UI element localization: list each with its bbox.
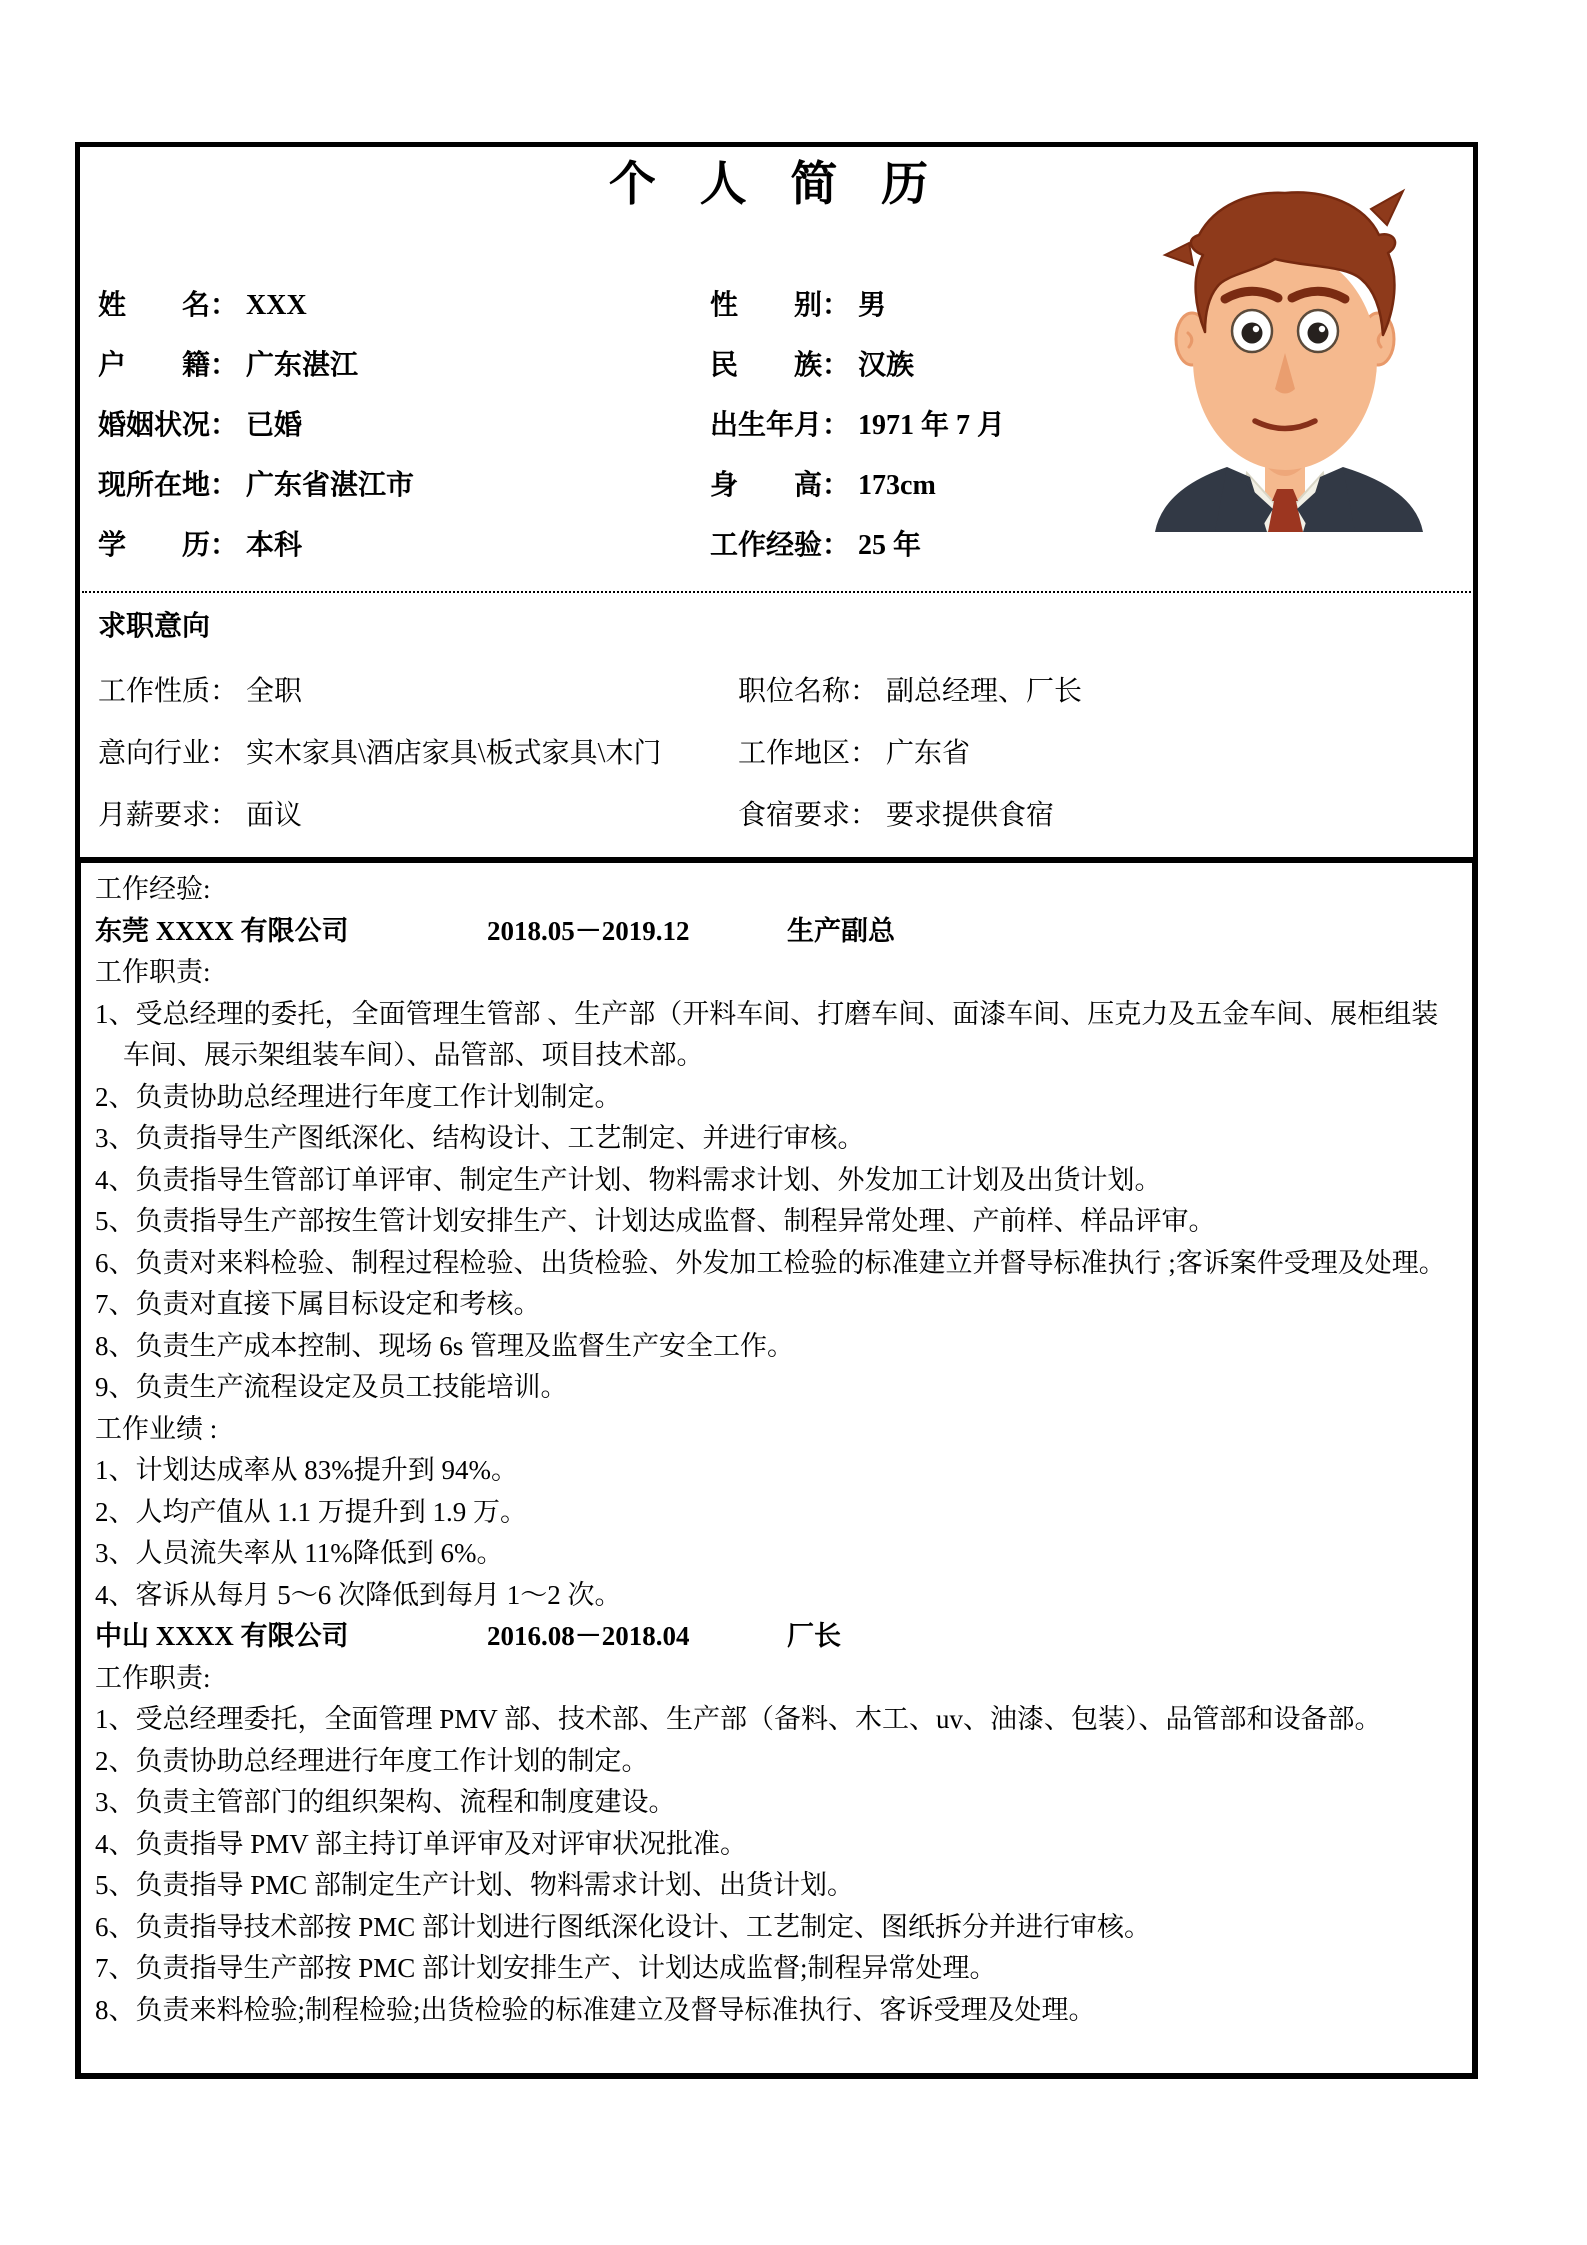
intent-row <box>98 793 1473 855</box>
duty-item: 8、负责来料检验;制程检验;出货检验的标准建立及督导标准执行、客诉受理及处理。 <box>95 1994 1096 2025</box>
page-title: 个 人 简 历 <box>608 159 945 211</box>
intent-row <box>98 731 1473 793</box>
achievement-item: 4、客诉从每月 5～6 次降低到每月 1～2 次。 <box>95 1579 622 1610</box>
company-row <box>95 1616 1458 1658</box>
field-value: 1971 年 7 月 <box>858 410 1006 441</box>
field-label: 月薪要求： <box>98 800 239 831</box>
duty-item: 2、负责协助总经理进行年度工作计划的制定。 <box>95 1745 649 1776</box>
duty-item: 9、负责生产流程设定及员工技能培训。 <box>95 1372 568 1402</box>
field-label: 现所在地： <box>98 470 239 501</box>
duty-item: 4、负责指导生管部订单评审、制定生产计划、物料需求计划、外发加工计划及出货计划。 <box>95 1164 1162 1195</box>
profile-row <box>98 523 1473 583</box>
field-label: 工作经验： <box>710 530 851 561</box>
resume-header-box <box>75 142 1478 857</box>
company-position: 厂长 <box>787 1621 841 1651</box>
field-label: 意向行业： <box>98 738 239 769</box>
duties-list <box>95 994 1458 1409</box>
duty-item: 3、负责指导生产图纸深化、结构设计、工艺制定、并进行审核。 <box>95 1123 865 1153</box>
duty-item: 3、负责主管部门的组织架构、流程和制度建设。 <box>95 1787 676 1817</box>
duty-item: 2、负责协助总经理进行年度工作计划制定。 <box>95 1081 622 1112</box>
duty-item: 1、受总经理的委托，全面管理生管部 、生产部（开料车间、打磨车间、面漆车间、压克力及五金车间、展柜组装车间、展示架组装车间）、品管部、项目技术部。 <box>95 998 1439 1070</box>
field-label: 民 族： <box>710 350 851 381</box>
company-name: 中山 XXXX 有限公司 <box>95 1621 349 1651</box>
duty-item: 6、负责对来料检验、制程过程检验、出货检验、外发加工检验的标准建立并督导标准执行 ;客诉案件受理及处理。 <box>95 1247 1446 1278</box>
duty-item: 6、负责指导技术部按 PMC 部计划进行图纸深化设计、工艺制定、图纸拆分并进行审核。 <box>95 1911 1152 1942</box>
intent-row <box>98 669 1473 731</box>
field-label: 户 籍： <box>98 350 239 381</box>
field-value: 本科 <box>246 530 303 561</box>
company-row <box>95 911 1458 953</box>
field-label: 婚姻状况： <box>98 410 239 441</box>
section-divider <box>82 591 1471 593</box>
achievement-item: 2、人均产值从 1.1 万提升到 1.9 万。 <box>95 1496 527 1527</box>
field-value: 173cm <box>858 470 936 501</box>
duty-item: 5、负责指导 PMC 部制定生产计划、物料需求计划、出货计划。 <box>95 1870 855 1900</box>
duties-list <box>95 1699 1458 2031</box>
section-title: 求职意向 <box>98 611 211 642</box>
company-period: 2018.05－2019.12 <box>487 915 690 946</box>
achievement-item: 3、人员流失率从 11%降低到 6%。 <box>95 1538 504 1568</box>
achievements-label: 工作业绩 : <box>95 1413 218 1444</box>
field-value: 广东省湛江市 <box>246 470 415 501</box>
field-value: 全职 <box>246 676 303 707</box>
field-value: 已婚 <box>246 410 303 441</box>
field-value: 面议 <box>246 800 303 831</box>
duties-label: 工作职责: <box>95 957 211 987</box>
field-label: 工作地区： <box>738 738 879 769</box>
duty-item: 5、负责指导生产部按生管计划安排生产、计划达成监督、制程异常处理、产前样、样品评审。 <box>95 1206 1216 1236</box>
company-position: 生产副总 <box>787 915 895 946</box>
duty-item: 7、负责对直接下属目标设定和考核。 <box>95 1289 541 1319</box>
field-label: 学 历： <box>98 530 239 561</box>
duty-item: 8、负责生产成本控制、现场 6s 管理及监督生产安全工作。 <box>95 1330 795 1361</box>
field-label: 出生年月： <box>710 410 851 441</box>
company-period: 2016.08－2018.04 <box>487 1621 690 1651</box>
male-avatar-image <box>1155 147 1423 532</box>
field-label: 身 高： <box>710 470 851 501</box>
job-intent-section <box>98 607 1473 855</box>
field-value: 实木家具\酒店家具\板式家具\木门 <box>246 738 662 769</box>
field-value: 广东省 <box>886 738 971 769</box>
intent-grid <box>98 669 1473 855</box>
field-value: 汉族 <box>858 350 915 381</box>
company-name: 东莞 XXXX 有限公司 <box>95 915 349 946</box>
achievements-list <box>95 1450 1458 1616</box>
field-value: 副总经理、厂长 <box>886 676 1083 707</box>
field-label: 食宿要求： <box>738 800 879 831</box>
field-value: 广东湛江 <box>246 350 359 381</box>
duty-item: 1、受总经理委托，全面管理 PMV 部、技术部、生产部（备料、木工、uv、油漆、包装）、品管部和设备部。 <box>95 1704 1382 1734</box>
field-label: 姓 名： <box>98 290 239 321</box>
duty-item: 4、负责指导 PMV 部主持订单评审及对评审状况批准。 <box>95 1828 748 1859</box>
avatar-graphic <box>1155 147 1423 532</box>
field-label: 工作性质： <box>98 676 239 707</box>
field-value: XXX <box>246 290 307 321</box>
field-label: 性 别： <box>710 290 851 321</box>
field-value: 要求提供食宿 <box>886 800 1055 831</box>
duties-label: 工作职责: <box>95 1662 211 1693</box>
field-label: 职位名称： <box>738 676 879 707</box>
field-value: 25 年 <box>858 530 922 561</box>
experience-label: 工作经验: <box>95 874 211 904</box>
duty-item: 7、负责指导生产部按 PMC 部计划安排生产、计划达成监督;制程异常处理。 <box>95 1953 997 1983</box>
achievement-item: 1、计划达成率从 83%提升到 94%。 <box>95 1455 518 1485</box>
field-value: 男 <box>858 290 887 321</box>
experience-section <box>75 857 1478 2079</box>
